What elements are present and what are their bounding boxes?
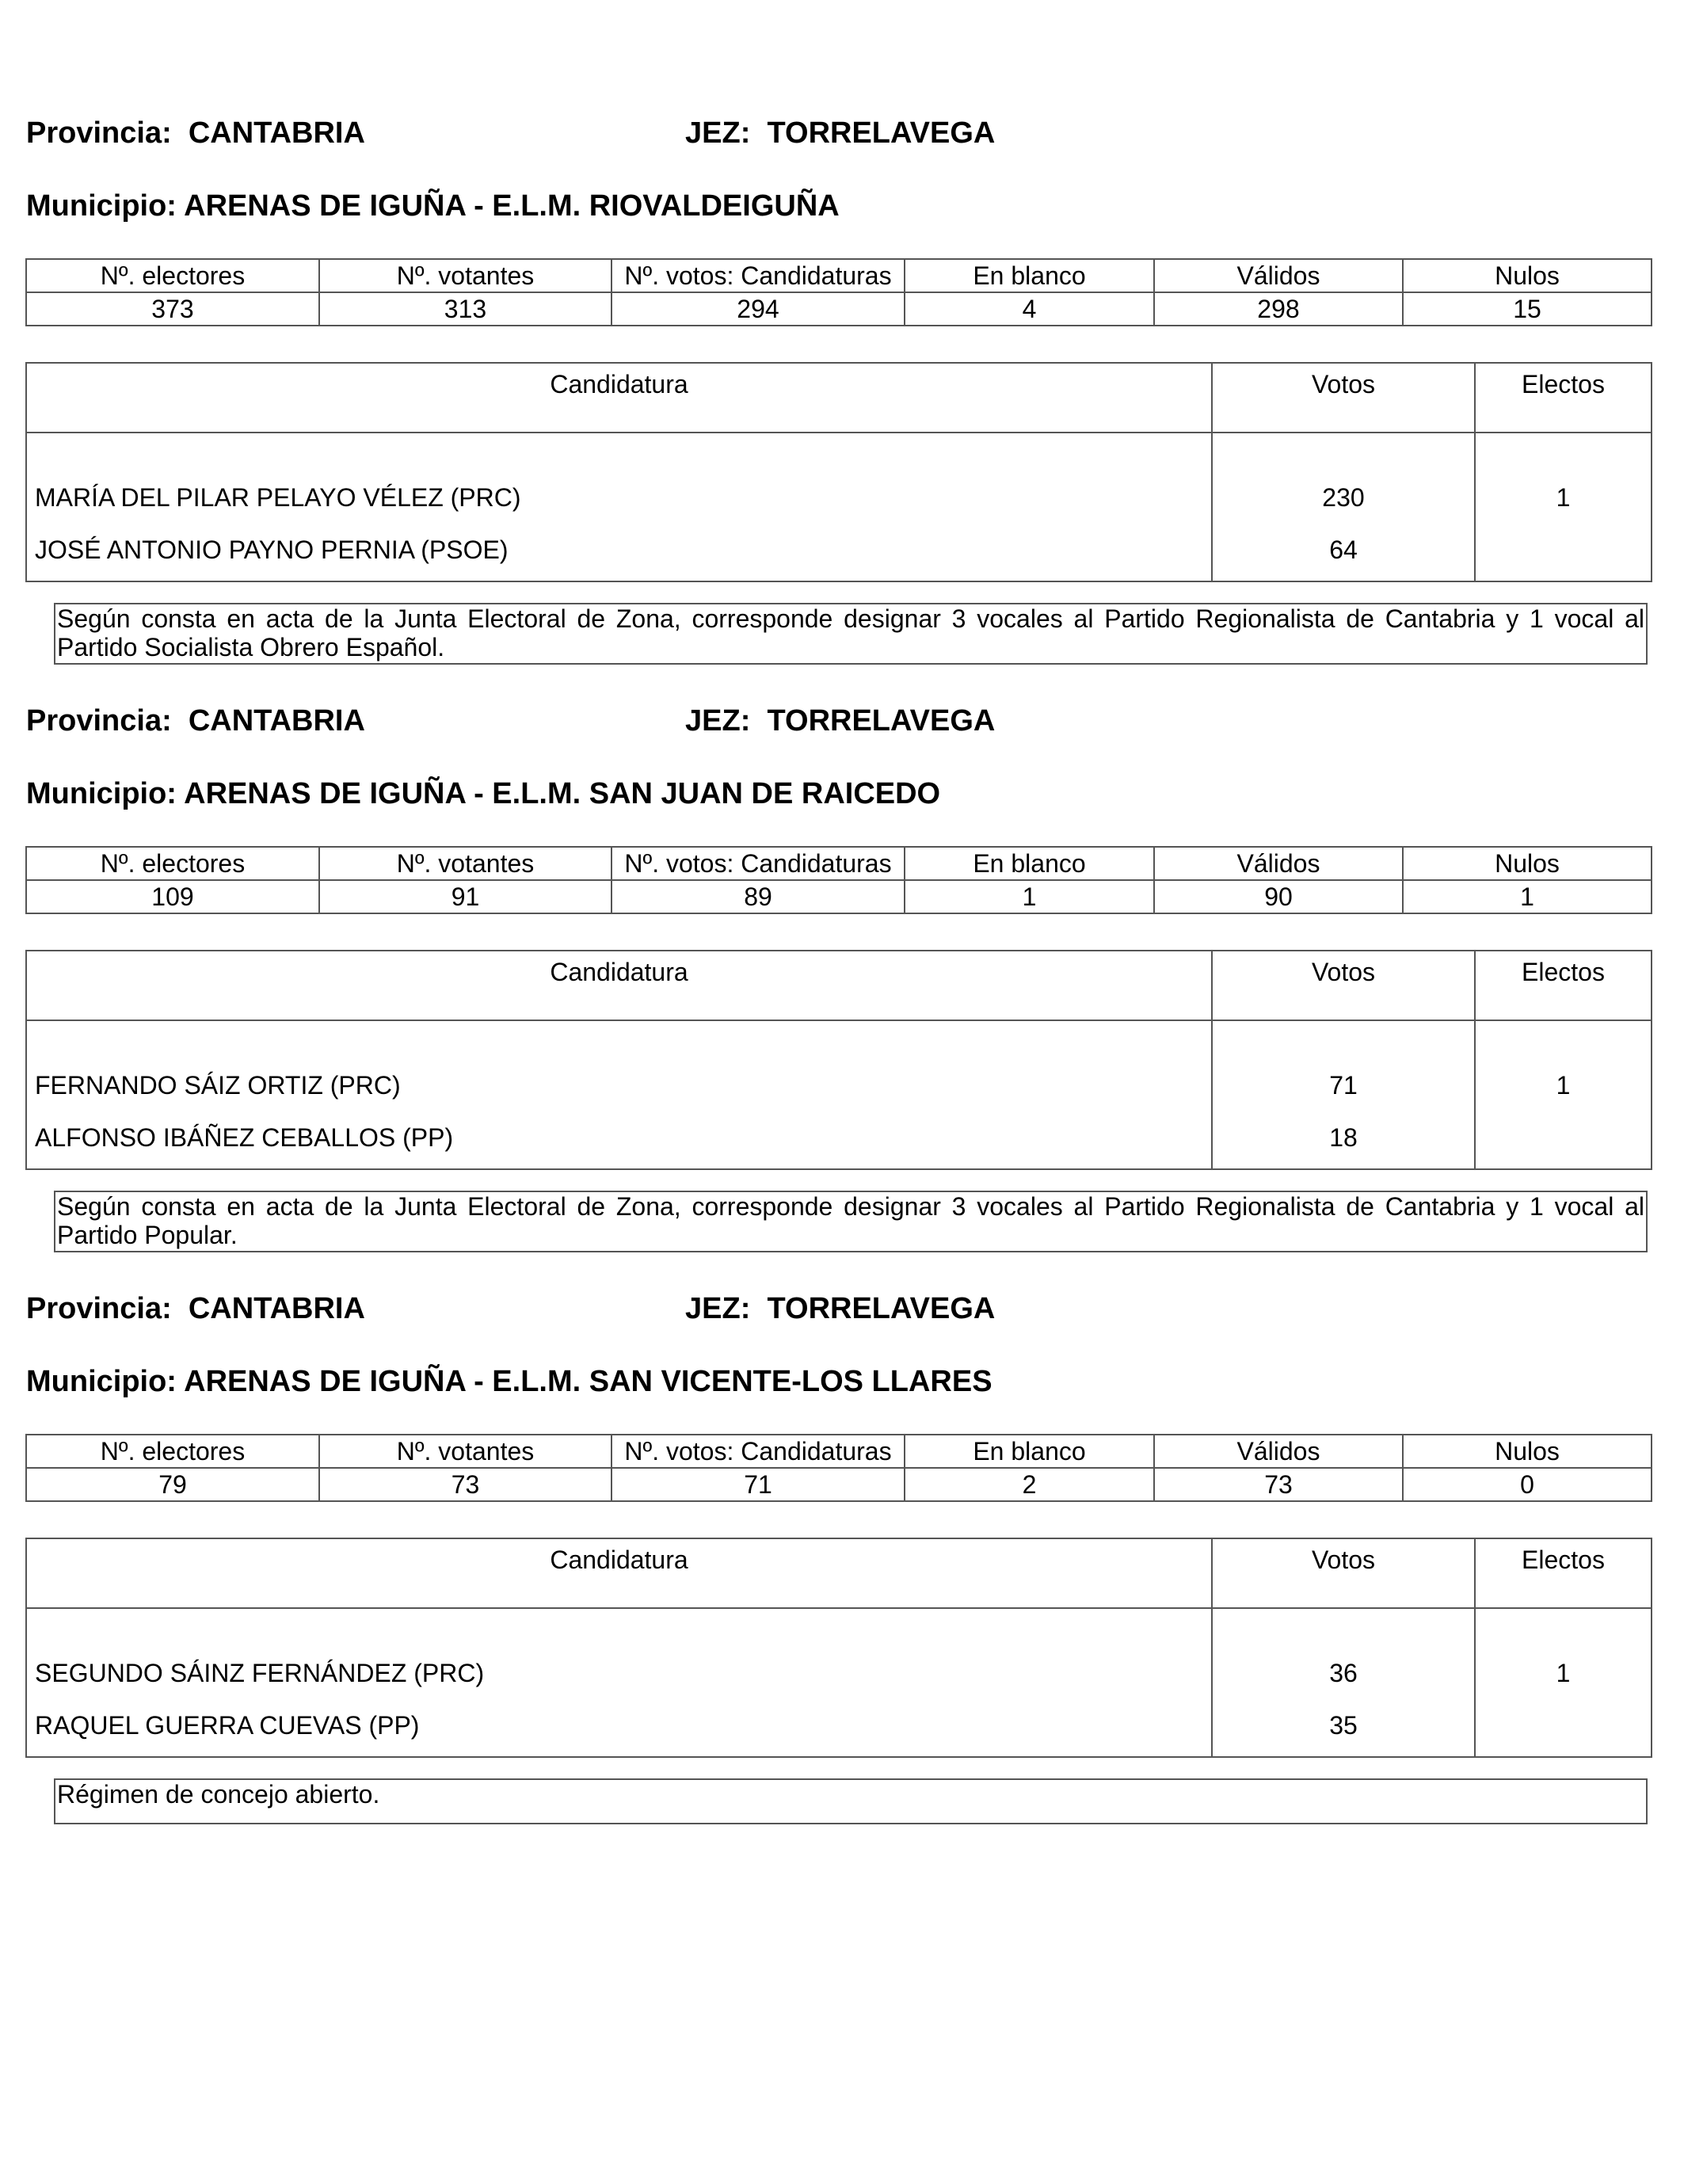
candidate-row (26, 1608, 1652, 1694)
validos-header: Válidos (1154, 1435, 1403, 1468)
votantes-value: 313 (319, 292, 611, 326)
candidate-electos: 1 (1475, 1608, 1652, 1694)
stats-values-row (26, 880, 1652, 913)
candidate-name: MARÍA DEL PILAR PELAYO VÉLEZ (PRC) (26, 433, 1212, 519)
en-blanco-header: En blanco (905, 259, 1154, 292)
electores-header: Nº. electores (26, 259, 319, 292)
en-blanco-value: 1 (905, 880, 1154, 913)
candidates-table (25, 362, 1652, 582)
jez-label: JEZ: (685, 1292, 751, 1325)
jez-label: JEZ: (685, 704, 751, 738)
en-blanco-header: En blanco (905, 1435, 1154, 1468)
municipio-section-san-juan-de-raicedo (0, 588, 1684, 1249)
provincia-value: CANTABRIA (188, 1292, 365, 1325)
candidates-header-row (26, 1538, 1652, 1608)
municipio-heading (26, 778, 940, 810)
stats-values-row (26, 1468, 1652, 1501)
candidate-name: RAQUEL GUERRA CUEVAS (PP) (26, 1694, 1212, 1757)
en-blanco-value: 4 (905, 292, 1154, 326)
validos-header: Válidos (1154, 847, 1403, 880)
candidate-electos: 1 (1475, 433, 1652, 519)
provincia-value: CANTABRIA (188, 116, 365, 150)
stats-header-row (26, 847, 1652, 880)
votantes-value: 73 (319, 1468, 611, 1501)
municipio-label: Municipio: (26, 189, 177, 223)
candidate-row (26, 519, 1652, 581)
jez-value: TORRELAVEGA (767, 1292, 996, 1325)
votos-candidaturas-value: 294 (611, 292, 905, 326)
candidate-votos: 18 (1212, 1107, 1475, 1169)
electos-header: Electos (1475, 363, 1652, 433)
electos-header: Electos (1475, 951, 1652, 1020)
candidate-votos: 71 (1212, 1020, 1475, 1107)
candidate-row (26, 1020, 1652, 1107)
candidatura-header: Candidatura (26, 1538, 1212, 1608)
jez-heading (685, 705, 995, 737)
en-blanco-header: En blanco (905, 847, 1154, 880)
votantes-header: Nº. votantes (319, 1435, 611, 1468)
candidates-header-row (26, 363, 1652, 433)
candidate-votos: 230 (1212, 433, 1475, 519)
candidate-electos (1475, 519, 1652, 581)
candidate-row (26, 433, 1652, 519)
candidate-electos (1475, 1694, 1652, 1757)
provincia-label: Provincia: (26, 116, 172, 150)
provincia-value: CANTABRIA (188, 704, 365, 738)
municipio-section-riovaldeiguna (0, 0, 1684, 661)
candidate-name: ALFONSO IBÁÑEZ CEBALLOS (PP) (26, 1107, 1212, 1169)
provincia-label: Provincia: (26, 1292, 172, 1325)
candidate-name: SEGUNDO SÁINZ FERNÁNDEZ (PRC) (26, 1608, 1212, 1694)
jez-heading (685, 1293, 995, 1325)
votos-candidaturas-header: Nº. votos: Candidaturas (611, 1435, 905, 1468)
nulos-value: 15 (1403, 292, 1652, 326)
nulos-header: Nulos (1403, 847, 1652, 880)
votos-candidaturas-value: 89 (611, 880, 905, 913)
stats-header-row (26, 259, 1652, 292)
provincia-heading (26, 705, 365, 737)
stats-table (25, 258, 1652, 326)
stats-header-row (26, 1435, 1652, 1468)
electores-header: Nº. electores (26, 847, 319, 880)
electores-header: Nº. electores (26, 1435, 319, 1468)
validos-value: 73 (1154, 1468, 1403, 1501)
votos-candidaturas-header: Nº. votos: Candidaturas (611, 259, 905, 292)
provincia-heading (26, 117, 365, 149)
validos-value: 90 (1154, 880, 1403, 913)
section-note: Según consta en acta de la Junta Electoral de Zona, corresponde designar 3 vocales al Partido Regionalista de Cantabria y 1 vocal al Partido Popular. (54, 1191, 1648, 1252)
jez-heading (685, 117, 995, 149)
municipio-value: ARENAS DE IGUÑA - E.L.M. SAN JUAN DE RAICEDO (184, 777, 941, 810)
candidatura-header: Candidatura (26, 951, 1212, 1020)
stats-table (25, 846, 1652, 914)
municipio-heading (26, 1366, 992, 1397)
votos-candidaturas-header: Nº. votos: Candidaturas (611, 847, 905, 880)
en-blanco-value: 2 (905, 1468, 1154, 1501)
candidate-votos: 64 (1212, 519, 1475, 581)
section-note: Según consta en acta de la Junta Electoral de Zona, corresponde designar 3 vocales al Partido Regionalista de Cantabria y 1 vocal al Partido Socialista Obrero Español. (54, 603, 1648, 665)
candidate-row (26, 1107, 1652, 1169)
section-note: Régimen de concejo abierto. (54, 1778, 1648, 1824)
candidate-votos: 35 (1212, 1694, 1475, 1757)
candidates-header-row (26, 951, 1652, 1020)
stats-table (25, 1434, 1652, 1502)
provincia-label: Provincia: (26, 704, 172, 738)
votos-header: Votos (1212, 363, 1475, 433)
votantes-header: Nº. votantes (319, 847, 611, 880)
stats-values-row (26, 292, 1652, 326)
electores-value: 109 (26, 880, 319, 913)
candidate-row (26, 1694, 1652, 1757)
candidate-electos (1475, 1107, 1652, 1169)
municipio-value: ARENAS DE IGUÑA - E.L.M. RIOVALDEIGUÑA (184, 189, 840, 223)
municipio-label: Municipio: (26, 777, 177, 810)
jez-value: TORRELAVEGA (767, 704, 996, 738)
municipio-label: Municipio: (26, 1365, 177, 1398)
nulos-header: Nulos (1403, 259, 1652, 292)
electores-value: 79 (26, 1468, 319, 1501)
candidate-electos: 1 (1475, 1020, 1652, 1107)
votantes-value: 91 (319, 880, 611, 913)
municipio-section-san-vicente-los-llares (0, 1176, 1684, 1809)
nulos-header: Nulos (1403, 1435, 1652, 1468)
validos-value: 298 (1154, 292, 1403, 326)
votantes-header: Nº. votantes (319, 259, 611, 292)
votos-header: Votos (1212, 951, 1475, 1020)
nulos-value: 1 (1403, 880, 1652, 913)
candidates-table (25, 950, 1652, 1170)
electos-header: Electos (1475, 1538, 1652, 1608)
provincia-heading (26, 1293, 365, 1325)
candidate-name: JOSÉ ANTONIO PAYNO PERNIA (PSOE) (26, 519, 1212, 581)
candidates-table (25, 1538, 1652, 1758)
candidatura-header: Candidatura (26, 363, 1212, 433)
candidate-votos: 36 (1212, 1608, 1475, 1694)
municipio-value: ARENAS DE IGUÑA - E.L.M. SAN VICENTE-LOS LLARES (184, 1365, 992, 1398)
nulos-value: 0 (1403, 1468, 1652, 1501)
jez-label: JEZ: (685, 116, 751, 150)
votos-header: Votos (1212, 1538, 1475, 1608)
candidate-name: FERNANDO SÁIZ ORTIZ (PRC) (26, 1020, 1212, 1107)
municipio-heading (26, 190, 840, 222)
jez-value: TORRELAVEGA (767, 116, 996, 150)
electores-value: 373 (26, 292, 319, 326)
validos-header: Válidos (1154, 259, 1403, 292)
votos-candidaturas-value: 71 (611, 1468, 905, 1501)
